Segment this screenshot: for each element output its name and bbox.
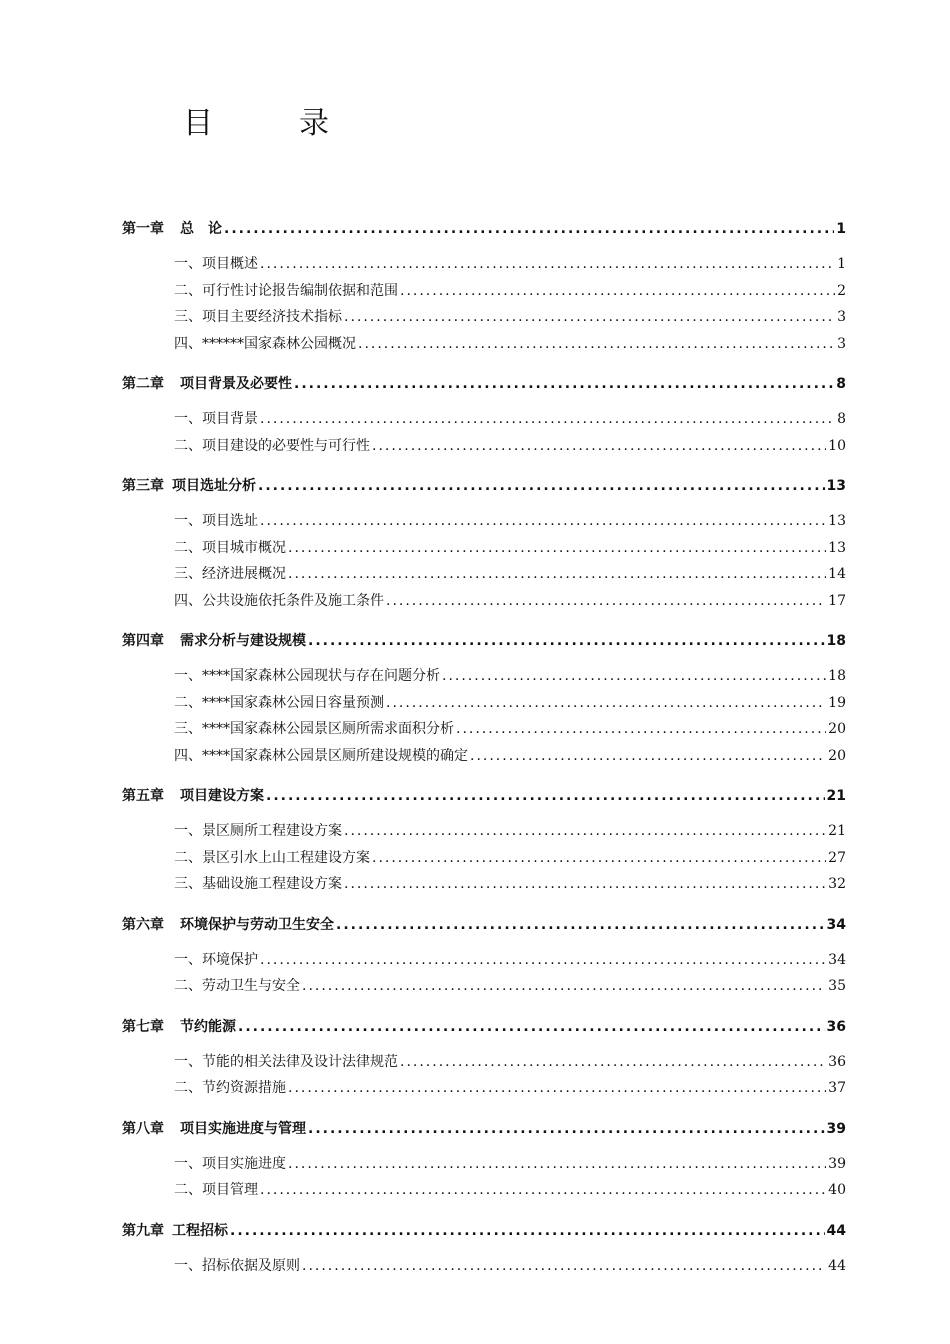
dot-leader (302, 1258, 826, 1274)
page-number: 17 (828, 592, 846, 609)
toc-chapter[interactable] (122, 630, 846, 656)
dot-leader (260, 952, 826, 968)
dot-leader (288, 1156, 826, 1172)
page-number: 8 (836, 376, 846, 392)
section-label: 一、项目选址 (174, 513, 258, 529)
page-number: 44 (828, 1257, 846, 1274)
table-of-contents (122, 218, 846, 1281)
chapter-number: 第七章 (122, 1018, 164, 1035)
chapter-label (122, 218, 222, 238)
dot-leader (288, 540, 826, 556)
chapter-label (122, 1016, 236, 1036)
toc-section[interactable] (122, 510, 846, 537)
toc-section[interactable] (122, 949, 846, 976)
page-number: 39 (826, 1120, 846, 1137)
chapter-label (122, 475, 256, 495)
toc-section[interactable] (122, 1051, 846, 1078)
toc-section[interactable] (122, 563, 846, 590)
toc-chapter[interactable] (122, 373, 846, 399)
dot-leader (344, 823, 826, 839)
chapter-label (122, 373, 292, 393)
section-label: 二、项目管理 (174, 1182, 258, 1198)
title-char-2: 录 (299, 106, 329, 141)
dot-leader (336, 917, 825, 933)
toc-section[interactable] (122, 745, 846, 772)
title-char-1: 目 (183, 106, 213, 141)
section-label: 一、项目背景 (174, 411, 258, 427)
dot-leader (308, 633, 825, 649)
page-number: 10 (828, 437, 846, 454)
page-number: 35 (828, 978, 846, 994)
chapter-number: 第六章 (122, 916, 164, 933)
chapter-title: 项目实施进度与管理 (180, 1120, 306, 1137)
section-label: 三、****国家森林公园景区厕所需求面积分析 (174, 721, 454, 737)
dot-leader (456, 721, 826, 737)
page-number: 1 (837, 256, 846, 272)
page-number: 1 (836, 221, 846, 237)
page-number: 34 (826, 916, 846, 933)
page-number: 36 (828, 1053, 846, 1070)
toc-section[interactable] (122, 408, 846, 435)
chapter-title: 需求分析与建设规模 (180, 633, 306, 649)
toc-section[interactable] (122, 847, 846, 874)
page-number: 32 (828, 876, 846, 892)
section-label: 一、****国家森林公园现状与存在问题分析 (174, 668, 440, 684)
section-label: 二、项目城市概况 (174, 539, 286, 556)
section-label: 二、劳动卫生与安全 (174, 978, 300, 994)
page-number: 20 (828, 747, 846, 764)
toc-section[interactable] (122, 1255, 846, 1282)
chapter-number: 第一章 (122, 221, 164, 237)
dot-leader (344, 876, 826, 892)
section-label: 一、招标依据及原则 (174, 1257, 300, 1274)
dot-leader (260, 513, 826, 529)
toc-section[interactable] (122, 590, 846, 617)
toc-chapter[interactable] (122, 1016, 846, 1042)
section-label: 一、项目实施进度 (174, 1155, 286, 1172)
page-number: 3 (837, 309, 846, 325)
dot-leader (294, 376, 834, 392)
page-number: 18 (828, 668, 846, 684)
toc-section[interactable] (122, 1153, 846, 1180)
dot-leader (260, 256, 835, 272)
dot-leader (358, 336, 835, 352)
toc-chapter[interactable] (122, 785, 846, 811)
dot-leader (238, 1019, 825, 1035)
toc-section[interactable] (122, 692, 846, 719)
toc-chapter[interactable] (122, 475, 846, 501)
dot-leader (442, 668, 826, 684)
dot-leader (302, 978, 826, 994)
section-label: 二、****国家森林公园日容量预测 (174, 694, 384, 711)
chapter-number: 第五章 (122, 788, 164, 804)
dot-leader (260, 411, 835, 427)
page-number: 21 (826, 788, 846, 804)
dot-leader (308, 1121, 825, 1137)
page-number: 34 (828, 951, 846, 968)
page-number: 13 (826, 478, 846, 494)
section-label: 二、项目建设的必要性与可行性 (174, 437, 370, 454)
chapter-label (122, 785, 264, 805)
toc-section[interactable] (122, 306, 846, 333)
toc-section[interactable] (122, 333, 846, 360)
toc-chapter[interactable] (122, 218, 846, 244)
toc-chapter[interactable] (122, 1118, 846, 1144)
toc-section[interactable] (122, 537, 846, 564)
section-label: 四、****国家森林公园景区厕所建设规模的确定 (174, 747, 468, 764)
page-number: 18 (826, 633, 846, 649)
section-label: 三、基础设施工程建设方案 (174, 876, 342, 892)
chapter-title: 总 论 (180, 221, 222, 237)
dot-leader (224, 221, 834, 237)
dot-leader (386, 695, 826, 711)
chapter-title: 节约能源 (180, 1018, 236, 1035)
chapter-label (122, 630, 306, 650)
page-number: 19 (828, 694, 846, 711)
chapter-title: 项目选址分析 (172, 478, 256, 494)
dot-leader (386, 593, 826, 609)
page-number: 8 (837, 411, 846, 427)
dot-leader (288, 1080, 826, 1096)
page-number: 13 (828, 539, 846, 556)
chapter-number: 第九章 (122, 1222, 164, 1239)
page-number: 14 (828, 566, 846, 582)
toc-section[interactable] (122, 820, 846, 847)
page-number: 39 (828, 1155, 846, 1172)
toc-section[interactable] (122, 1179, 846, 1206)
page-number: 21 (828, 823, 846, 839)
toc-section[interactable] (122, 975, 846, 1002)
chapter-title: 项目建设方案 (180, 788, 264, 804)
toc-section[interactable] (122, 253, 846, 280)
chapter-number: 第二章 (122, 376, 164, 392)
dot-leader (288, 566, 826, 582)
section-label: 二、节约资源措施 (174, 1080, 286, 1096)
section-label: 四、公共设施依托条件及施工条件 (174, 592, 384, 609)
toc-chapter[interactable] (122, 914, 846, 940)
chapter-label (122, 1118, 306, 1138)
page-number: 40 (828, 1182, 846, 1198)
section-label: 三、项目主要经济技术指标 (174, 309, 342, 325)
chapter-title: 工程招标 (172, 1222, 228, 1239)
page-number: 20 (828, 721, 846, 737)
page-number: 37 (828, 1080, 846, 1096)
section-label: 四、******国家森林公园概况 (174, 335, 356, 352)
section-label: 二、可行性讨论报告编制依据和范围 (174, 282, 398, 299)
dot-leader (344, 309, 835, 325)
dot-leader (400, 283, 835, 299)
dot-leader (400, 1054, 826, 1070)
dot-leader (470, 748, 826, 764)
page-number: 3 (837, 335, 846, 352)
chapter-number: 第四章 (122, 633, 164, 649)
section-label: 三、经济进展概况 (174, 566, 286, 582)
chapter-number: 第三章 (122, 478, 164, 494)
page-number: 2 (837, 282, 846, 299)
dot-leader (372, 438, 826, 454)
page-number: 44 (826, 1222, 846, 1239)
chapter-number: 第八章 (122, 1120, 164, 1137)
dot-leader (372, 850, 826, 866)
chapter-label (122, 914, 334, 934)
section-label: 一、节能的相关法律及设计法律规范 (174, 1053, 398, 1070)
toc-section[interactable] (122, 1077, 846, 1104)
dot-leader (260, 1182, 826, 1198)
toc-section[interactable] (122, 280, 846, 307)
toc-section[interactable] (122, 665, 846, 692)
page-number: 36 (826, 1018, 846, 1035)
page-title (183, 98, 329, 142)
section-label: 一、环境保护 (174, 951, 258, 968)
toc-chapter[interactable] (122, 1220, 846, 1246)
section-label: 二、景区引水上山工程建设方案 (174, 849, 370, 866)
dot-leader (266, 788, 825, 804)
toc-section[interactable] (122, 873, 846, 900)
dot-leader (230, 1223, 825, 1239)
section-label: 一、项目概述 (174, 256, 258, 272)
chapter-title: 项目背景及必要性 (180, 376, 292, 392)
section-label: 一、景区厕所工程建设方案 (174, 823, 342, 839)
toc-section[interactable] (122, 718, 846, 745)
dot-leader (258, 478, 825, 494)
page-number: 27 (828, 849, 846, 866)
toc-section[interactable] (122, 435, 846, 462)
page-number: 13 (828, 513, 846, 529)
chapter-label (122, 1220, 228, 1240)
chapter-title: 环境保护与劳动卫生安全 (180, 916, 334, 933)
